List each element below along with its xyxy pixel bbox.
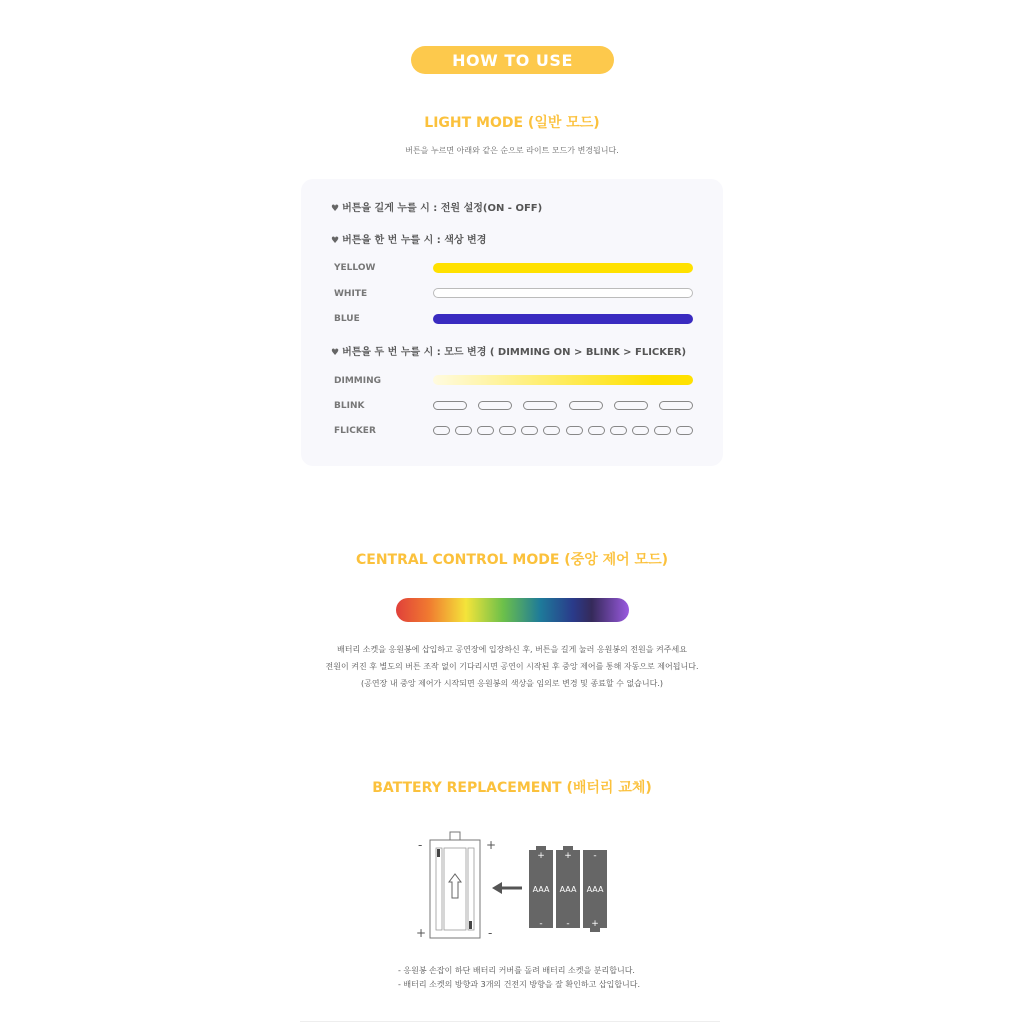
how-to-use-pill: HOW TO USE xyxy=(411,46,614,74)
mode-segment xyxy=(569,401,603,410)
battery-note-2: - 배터리 소켓의 방향과 3개의 건전지 방향을 잘 확인하고 삽입합니다. xyxy=(398,980,641,989)
divider xyxy=(300,1021,720,1022)
color-label-blue: BLUE xyxy=(334,314,360,324)
mode-label-flicker: FLICKER xyxy=(334,426,376,436)
bullet-text: 버튼을 길게 누를 시 : 전원 설정(ON - OFF) xyxy=(342,203,543,214)
central-line-2: 전원이 켜진 후 별도의 버튼 조작 없이 기다리시면 공연이 시작된 후 중앙 제어를 통해 자동으로 제어됩니다. xyxy=(325,662,699,671)
arrow-left-icon xyxy=(492,882,522,894)
rainbow-gradient-bar xyxy=(396,598,629,622)
light-mode-title: LIGHT MODE (일반 모드) xyxy=(424,115,600,131)
battery-diagram xyxy=(416,830,616,942)
svg-text:AAA: AAA xyxy=(532,885,550,894)
bullet-single-press xyxy=(331,231,486,246)
socket-plus-top: + xyxy=(486,838,497,852)
mode-segment xyxy=(654,426,671,435)
bullet-double-press xyxy=(331,343,686,358)
mode-label-dimming: DIMMING xyxy=(334,376,381,386)
battery-note-1: - 응원봉 손잡이 하단 배터리 커버를 돌려 배터리 소켓을 분리합니다. xyxy=(398,966,635,975)
svg-text:-: - xyxy=(593,851,597,861)
central-mode-title: CENTRAL CONTROL MODE (중앙 제어 모드) xyxy=(355,552,668,568)
battery-icon-3 xyxy=(583,850,607,932)
mode-segment xyxy=(659,401,693,410)
bullet-long-press xyxy=(331,199,542,214)
bullet-text: 버튼을 두 번 누를 시 : 모드 변경 ( DIMMING ON > BLINK > FLICKER) xyxy=(342,347,687,358)
heart-icon: ♥ xyxy=(331,204,340,214)
mode-segment xyxy=(543,426,560,435)
mode-segment xyxy=(610,426,627,435)
mode-bar-blink xyxy=(433,401,693,411)
color-bar-blue xyxy=(433,314,693,324)
mode-segment xyxy=(523,401,557,410)
svg-text:-: - xyxy=(539,919,543,929)
central-line-3: (공연장 내 중앙 제어가 시작되면 응원봉의 색상을 임의로 변경 및 종료할 수 없습니다.) xyxy=(360,679,664,688)
svg-text:AAA: AAA xyxy=(559,885,577,894)
mode-bar-dimming xyxy=(433,375,693,385)
light-mode-subtitle: 버튼을 누르면 아래와 같은 순으로 라이트 모드가 변경됩니다. xyxy=(405,146,619,155)
color-bar-yellow xyxy=(433,263,693,273)
bullet-text: 버튼을 한 번 누를 시 : 색상 변경 xyxy=(342,235,487,246)
color-bar-white xyxy=(433,288,693,298)
mode-segment xyxy=(433,401,467,410)
mode-segment xyxy=(478,401,512,410)
mode-segment xyxy=(588,426,605,435)
socket-plus-bottom: + xyxy=(416,926,427,940)
socket-minus-bottom: - xyxy=(488,926,493,940)
svg-text:AAA: AAA xyxy=(586,885,604,894)
color-label-yellow: YELLOW xyxy=(334,263,376,273)
svg-text:-: - xyxy=(566,919,570,929)
mode-segment xyxy=(676,426,693,435)
mode-segment xyxy=(566,426,583,435)
battery-title: BATTERY REPLACEMENT (배터리 교체) xyxy=(372,780,652,796)
mode-segment xyxy=(477,426,494,435)
mode-segment xyxy=(433,426,450,435)
battery-socket-icon xyxy=(430,832,480,938)
color-label-white: WHITE xyxy=(334,289,368,299)
mode-segment xyxy=(521,426,538,435)
heart-icon: ♥ xyxy=(331,348,340,358)
svg-text:+: + xyxy=(537,851,545,861)
battery-icon-1 xyxy=(529,846,553,929)
mode-label-blink: BLINK xyxy=(334,401,365,411)
mode-bar-flicker xyxy=(433,426,693,436)
mode-segment xyxy=(499,426,516,435)
central-line-1: 배터리 소켓을 응원봉에 삽입하고 공연장에 입장하신 후, 버튼을 길게 눌러 응원봉의 전원을 켜주세요 xyxy=(337,645,687,654)
mode-segment xyxy=(614,401,648,410)
svg-text:+: + xyxy=(591,919,599,929)
socket-minus-top: - xyxy=(418,838,423,852)
battery-icon-2 xyxy=(556,846,580,929)
heart-icon: ♥ xyxy=(331,236,340,246)
mode-segment xyxy=(632,426,649,435)
svg-text:+: + xyxy=(564,851,572,861)
mode-segment xyxy=(455,426,472,435)
